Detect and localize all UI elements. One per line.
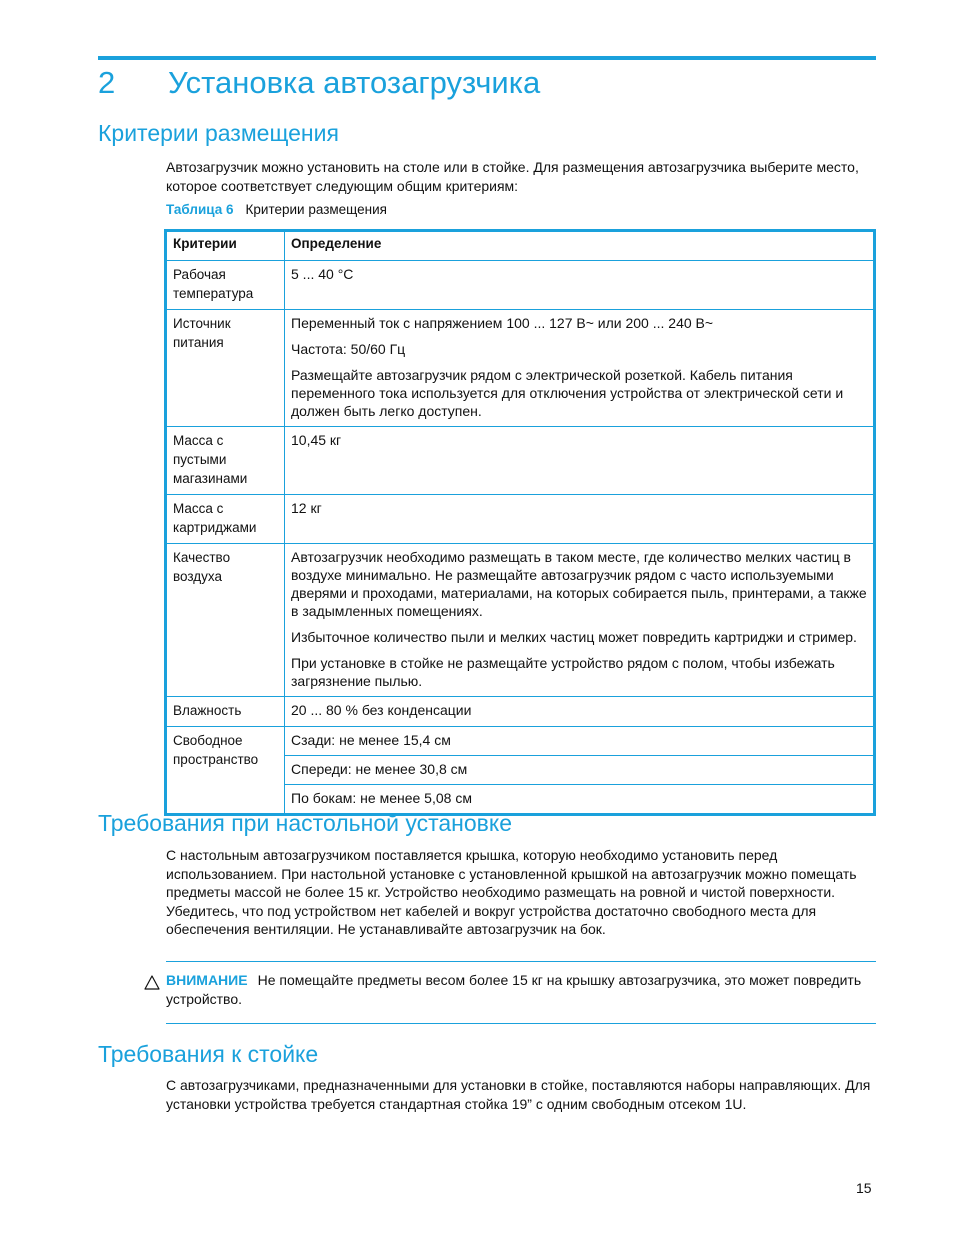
definition-paragraph: Размещайте автозагрузчик рядом с электрической розеткой. Кабель питания переменного тока используется для отключения устройства от электрической сети и должен быть легко доступен. [291,367,844,419]
table-row [166,727,875,756]
definition-cell [285,544,875,697]
page-number: 15 [856,1180,872,1196]
criteria-cell: Масса с картриджами [166,495,285,544]
rack-body: С автозагрузчиками, предназначенными для установки в стойке, поставляются наборы направляющих. Для установки устройства требуется стандартная стойка 19” с одним свободным отсеком 1U. [166,1077,871,1112]
chapter-heading [98,62,540,104]
definition-cell: Сзади: не менее 15,4 см [285,727,875,756]
warning-text: Не помещайте предметы весом более 15 кг на крышку автозагрузчика, это может повредить устройство. [166,972,862,1007]
definition-cell: По бокам: не менее 5,08 см [285,785,875,815]
definition-paragraph: При установке в стойке не размещайте устройство рядом с полом, чтобы избежать загрязнение пылью. [291,655,835,689]
definition-cell [285,427,875,495]
chapter-top-rule [98,56,876,60]
warning-label: ВНИМАНИЕ [166,972,248,988]
definition-paragraph: 12 кг [291,500,322,516]
warning-top-rule [166,961,876,962]
table-caption [166,202,387,217]
definition-cell [285,495,875,544]
section-title-placement: Критерии размещения [98,120,339,146]
definition-paragraph: Переменный ток с напряжением 100 ... 127 В~ или 200 ... 240 В~ [291,315,714,331]
definition-paragraph: Частота: 50/60 Гц [291,341,406,357]
table-caption-text: Критерии размещения [245,202,387,217]
section-title-desktop: Требования при настольной установке [98,810,512,836]
chapter-number: 2 [98,65,116,100]
definition-paragraph: 10,45 кг [291,432,342,448]
definition-cell [285,261,875,310]
definition-paragraph: Автозагрузчик необходимо размещать в таком месте, где количество мелких частиц в воздухе минимально. Не размещайте автозагрузчик рядом с часто используемыми дверями и проходами, материалами, на которых собирается пыль, принтерами, а также в задымленных помещениях. [291,549,867,619]
warning-bottom-rule [166,1023,876,1024]
criteria-table [164,229,876,816]
table-row [166,495,875,544]
warning-triangle-icon [144,975,160,990]
criteria-cell: Свободное пространство [166,727,285,815]
definition-paragraph: 20 ... 80 % без конденсации [291,702,472,718]
table-row [166,261,875,310]
definition-cell [285,697,875,727]
table-row [166,544,875,697]
criteria-cell: Влажность [166,697,285,727]
definition-cell: Спереди: не менее 30,8 см [285,756,875,785]
criteria-cell: Качество воздуха [166,544,285,697]
table-row [166,697,875,727]
placement-intro: Автозагрузчик можно установить на столе или в стойке. Для размещения автозагрузчика выберите место, которое соответствует следующим общим критериям: [166,159,859,194]
header-criteria: Критерии [166,231,285,261]
warning-note [166,971,866,1008]
table-caption-label: Таблица 6 [166,202,234,217]
criteria-cell: Масса с пустыми магазинами [166,427,285,495]
table-row [166,427,875,495]
header-definition: Определение [285,231,875,261]
criteria-table-body [166,261,875,815]
definition-cell [285,310,875,427]
desktop-body: С настольным автозагрузчиком поставляется крышка, которую необходимо установить перед использованием. При настольной установке с установленной крышкой на автозагрузчик можно помещать предметы массой не более 15 кг. Устройство необходимо размещать на ровной и чистой поверхности. Убедитесь, что под устройством нет кабелей и вокруг устройства достаточно свободного места для обеспечения вентиляции. Не устанавливайте автозагрузчик на бок. [166,847,857,937]
definition-paragraph: Избыточное количество пыли и мелких частиц может повредить картриджи и стример. [291,629,857,645]
definition-paragraph: 5 ... 40 °C [291,266,354,282]
table-row [166,310,875,427]
section-title-rack: Требования к стойке [98,1041,319,1067]
chapter-title: Установка автозагрузчика [168,65,541,100]
criteria-cell: Источник питания [166,310,285,427]
table-header-row [166,231,875,261]
criteria-cell: Рабочая температура [166,261,285,310]
